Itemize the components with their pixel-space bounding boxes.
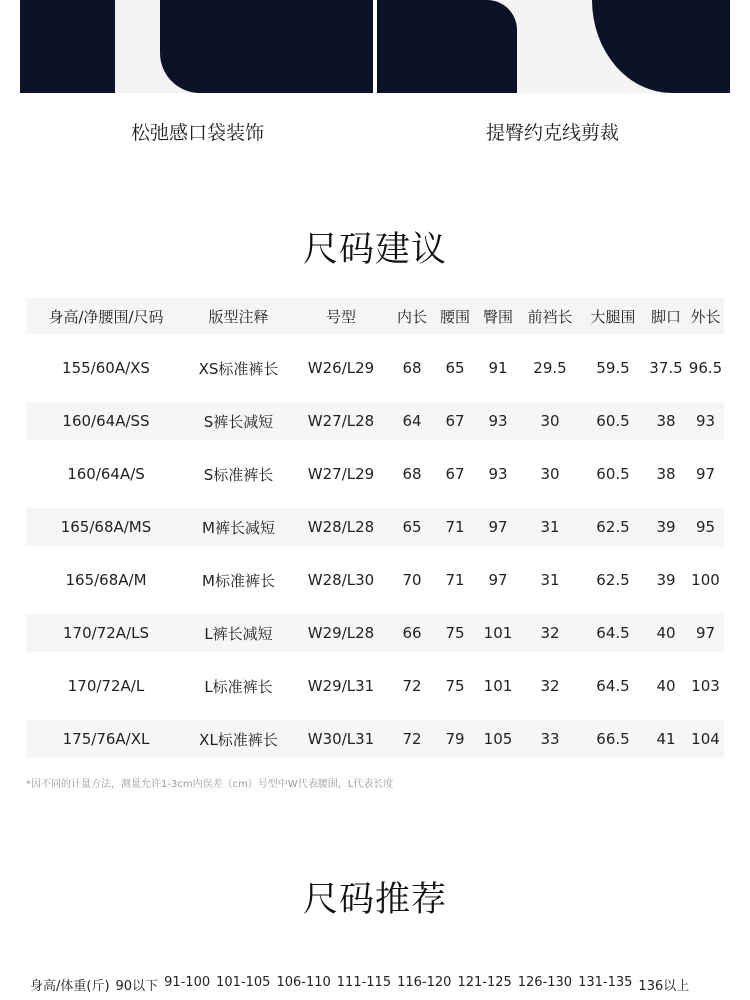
column-header: 号型 (291, 298, 391, 334)
table-cell: 96.5 (687, 349, 724, 387)
column-header: 版型注释 (186, 298, 291, 334)
table-cell: 31 (519, 561, 581, 599)
feature-caption: 提臀约克线剪裁 (485, 122, 619, 144)
recommend-header-cell: 116-120 (397, 975, 452, 990)
table-cell: 70 (391, 561, 433, 599)
table-row (26, 614, 724, 652)
table-cell: W28/L30 (291, 561, 391, 599)
table-cell: 91 (477, 349, 519, 387)
table-cell: M裤长减短 (186, 508, 291, 546)
table-cell: 71 (433, 508, 477, 546)
table-cell: W27/L28 (291, 402, 391, 440)
column-header: 腰围 (433, 298, 477, 334)
table-cell: 97 (687, 455, 724, 493)
table-cell: 67 (433, 402, 477, 440)
table-cell: 41 (645, 720, 687, 758)
table-cell: 155/60A/XS (26, 349, 186, 387)
table-cell: 95 (687, 508, 724, 546)
table-cell: W29/L28 (291, 614, 391, 652)
table-cell: 93 (687, 402, 724, 440)
table-cell: L裤长减短 (186, 614, 291, 652)
table-cell: 60.5 (581, 455, 645, 493)
table-cell: W28/L28 (291, 508, 391, 546)
table-cell: 65 (391, 508, 433, 546)
recommend-section-title: 尺码推荐 (302, 880, 447, 920)
table-cell: 100 (687, 561, 724, 599)
table-cell: 62.5 (581, 561, 645, 599)
table-cell: 31 (519, 508, 581, 546)
table-cell: 39 (645, 561, 687, 599)
table-cell: 64.5 (581, 614, 645, 652)
table-cell: XL标准裤长 (186, 720, 291, 758)
pant-leg-shape (160, 0, 373, 93)
column-header: 前裆长 (519, 298, 581, 334)
table-cell: 60.5 (581, 402, 645, 440)
table-cell: 101 (477, 667, 519, 705)
recommend-header-cell: 126-130 (517, 975, 573, 990)
pocket-detail-photo (20, 0, 373, 93)
table-cell: 75 (433, 614, 477, 652)
table-cell: 68 (391, 349, 433, 387)
table-cell: 66 (391, 614, 433, 652)
pant-leg-shape (20, 0, 115, 93)
pant-leg-shape (377, 0, 517, 93)
recommend-header-cell: 90以下 (115, 979, 159, 994)
table-cell: 165/68A/MS (26, 508, 186, 546)
table-header-row (26, 298, 724, 334)
table-cell: 38 (645, 402, 687, 440)
table-cell: 30 (519, 455, 581, 493)
pant-leg-shape (592, 0, 730, 93)
table-cell: 160/64A/S (26, 455, 186, 493)
table-cell: 79 (433, 720, 477, 758)
table-cell: 103 (687, 667, 724, 705)
feature-captions (20, 118, 730, 145)
table-cell: 97 (477, 508, 519, 546)
table-cell: W27/L29 (291, 455, 391, 493)
recommend-header-row (30, 975, 730, 994)
table-cell: 65 (433, 349, 477, 387)
table-cell: 38 (645, 455, 687, 493)
table-cell: 40 (645, 614, 687, 652)
table-cell: 32 (519, 614, 581, 652)
table-cell: 72 (391, 667, 433, 705)
table-cell: 30 (519, 402, 581, 440)
table-row (26, 508, 724, 546)
recommend-header-cell: 131-135 (578, 975, 633, 990)
table-cell: 71 (433, 561, 477, 599)
table-cell: 64 (391, 402, 433, 440)
recommend-header-cell: 136以上 (638, 979, 690, 994)
table-cell: 175/76A/XL (26, 720, 186, 758)
table-cell: 104 (687, 720, 724, 758)
table-cell: 105 (477, 720, 519, 758)
table-cell: 40 (645, 667, 687, 705)
feature-caption: 松弛感口袋装饰 (130, 122, 264, 144)
size-section-title: 尺码建议 (302, 230, 447, 270)
table-cell: S裤长减短 (186, 402, 291, 440)
table-cell: 62.5 (581, 508, 645, 546)
recommend-header-cell: 121-125 (457, 975, 512, 990)
table-cell: W30/L31 (291, 720, 391, 758)
table-row (26, 561, 724, 599)
table-cell: 97 (477, 561, 519, 599)
table-row (26, 402, 724, 440)
table-cell: 72 (391, 720, 433, 758)
column-header: 臀围 (477, 298, 519, 334)
column-header: 外长 (687, 298, 724, 334)
recommend-header-cell: 111-115 (336, 975, 392, 990)
table-cell: 93 (477, 402, 519, 440)
column-header: 身高/净腰围/尺码 (26, 298, 186, 334)
column-header: 大腿围 (581, 298, 645, 334)
table-cell: XS标准裤长 (186, 349, 291, 387)
table-cell: 165/68A/M (26, 561, 186, 599)
size-chart-table (26, 298, 724, 758)
table-cell: 66.5 (581, 720, 645, 758)
table-cell: 75 (433, 667, 477, 705)
table-cell: 101 (477, 614, 519, 652)
table-cell: 68 (391, 455, 433, 493)
table-cell: 32 (519, 667, 581, 705)
table-cell: W26/L29 (291, 349, 391, 387)
table-cell: 160/64A/SS (26, 402, 186, 440)
recommend-header-cell: 身高/体重(斤) (30, 979, 110, 994)
table-cell: 67 (433, 455, 477, 493)
column-header: 内长 (391, 298, 433, 334)
table-cell: 64.5 (581, 667, 645, 705)
recommend-header-cell: 106-110 (276, 975, 331, 990)
column-header: 脚口 (645, 298, 687, 334)
table-row (26, 720, 724, 758)
table-cell: 33 (519, 720, 581, 758)
table-cell: S标准裤长 (186, 455, 291, 493)
table-row (26, 349, 724, 387)
table-cell: 29.5 (519, 349, 581, 387)
table-cell: 59.5 (581, 349, 645, 387)
table-cell: 37.5 (645, 349, 687, 387)
table-cell: 97 (687, 614, 724, 652)
recommend-header-cell: 91-100 (164, 975, 211, 990)
table-row (26, 455, 724, 493)
table-cell: 93 (477, 455, 519, 493)
table-cell: 170/72A/L (26, 667, 186, 705)
recommend-header-cell: 101-105 (216, 975, 271, 990)
table-cell: W29/L31 (291, 667, 391, 705)
product-photo-row (20, 0, 730, 93)
measurement-note: *因不同的计量方法，测量允许1-3cm内误差（cm）号型中W代表腰围，L代表长度 (26, 779, 394, 790)
table-row (26, 667, 724, 705)
table-cell: M标准裤长 (186, 561, 291, 599)
table-cell: 170/72A/LS (26, 614, 186, 652)
yoke-detail-photo (377, 0, 730, 93)
table-cell: 39 (645, 508, 687, 546)
table-cell: L标准裤长 (186, 667, 291, 705)
